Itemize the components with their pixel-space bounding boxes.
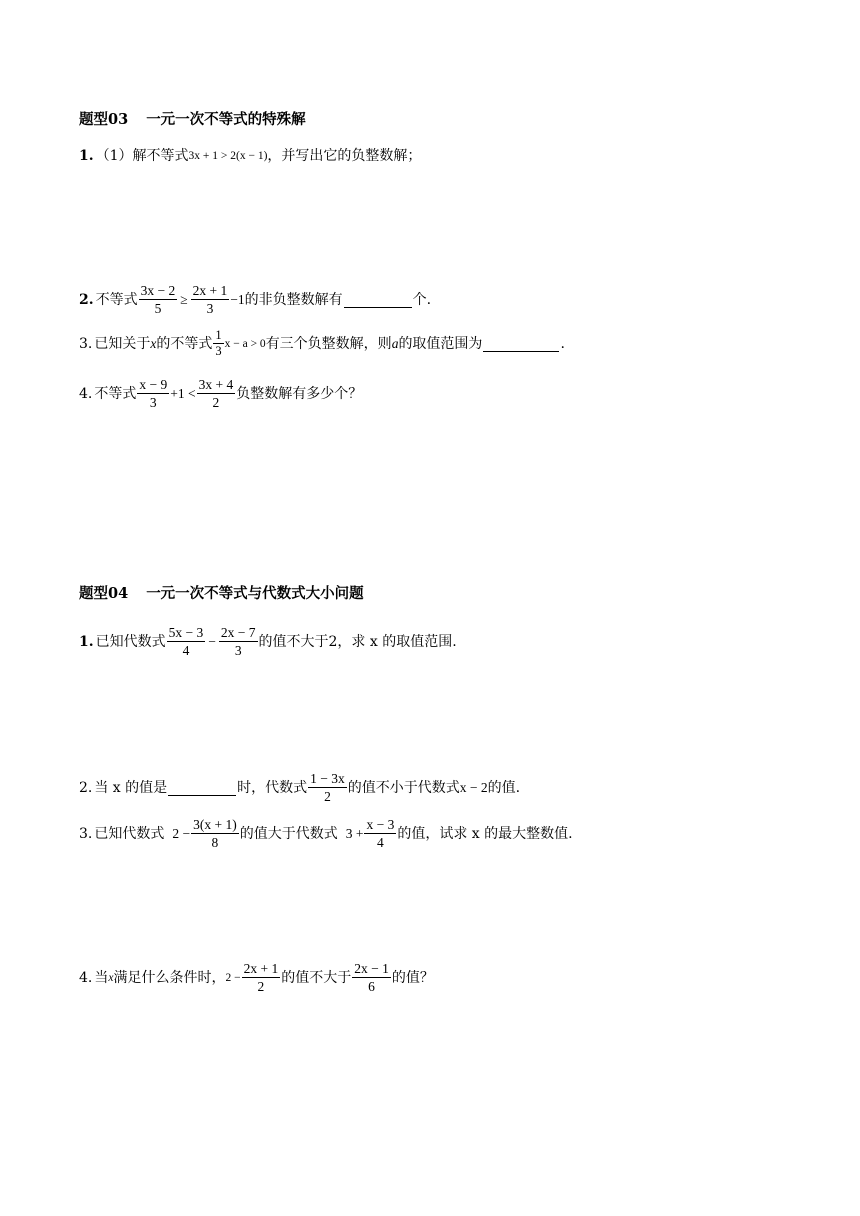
question-text: 的值. <box>487 779 521 796</box>
question-number: 4. <box>79 969 93 986</box>
math-variable: x <box>108 971 114 984</box>
question-text: 不等式 <box>95 291 138 308</box>
question-text: 当 x 的值是 <box>94 779 168 796</box>
question-text: 已知关于 <box>94 335 151 352</box>
question-text: 有三个负整数解，则 <box>265 335 392 352</box>
question-text: . <box>560 335 565 352</box>
math-expression: 3 + <box>345 825 364 841</box>
question-1-4 <box>79 376 820 411</box>
question-text: 个. <box>412 291 432 308</box>
fraction: $\frac{1 - 3x}{2}$ <box>310 771 345 804</box>
fraction: $\frac{3x - 2}{5}$ <box>140 283 176 316</box>
question-text: 的取值范围为 <box>398 335 483 352</box>
fraction: $\frac{3x + 4}{2}$ <box>198 377 234 410</box>
question-number: 1. <box>79 148 94 164</box>
section-title-03 <box>79 110 820 130</box>
question-text: 已知代数式 <box>94 825 165 842</box>
question-number: 3. <box>79 335 93 352</box>
answer-blank[interactable] <box>168 780 236 796</box>
question-1-3 <box>79 328 820 359</box>
question-text: 的值不大于 <box>281 969 352 986</box>
question-text: 的不等式 <box>156 335 213 352</box>
question-text: （1）解不等式 <box>95 148 189 164</box>
math-variable: x <box>150 335 157 351</box>
math-expression: 3x + 1 > 2(x − 1) <box>188 150 268 162</box>
section-title-04 <box>79 584 820 604</box>
math-expression: 2 − <box>225 971 241 984</box>
question-text: 的值大于代数式 <box>239 825 338 842</box>
question-text: 的值，试求 x 的最大整数值. <box>397 825 573 842</box>
question-text: 已知代数式 <box>95 633 166 650</box>
section-heading: 一元一次不等式与代数式大小问题 <box>146 585 364 602</box>
fraction: $\frac{2x + 1}{2}$ <box>243 961 279 994</box>
section-number: 题型03 <box>79 111 129 128</box>
math-expression: x − 2 <box>459 779 488 795</box>
question-number: 4. <box>79 385 93 402</box>
question-2-2 <box>79 770 820 805</box>
question-number: 3. <box>79 825 93 842</box>
question-text: 满足什么条件时， <box>113 969 226 986</box>
fraction: $\frac{3(x + 1)}{8}$ <box>193 817 237 850</box>
question-text: 不等式 <box>94 385 137 402</box>
question-number: 2. <box>79 291 94 308</box>
math-variable: a <box>391 335 399 351</box>
question-text: 时，代数式 <box>237 779 308 796</box>
answer-blank[interactable] <box>483 336 559 352</box>
question-number: 2. <box>79 779 93 796</box>
question-1-2 <box>79 282 820 317</box>
math-expression: x − a > 0 <box>224 337 266 350</box>
question-text: 的值不大于2，求 x 的取值范围. <box>258 633 457 650</box>
answer-blank[interactable] <box>344 292 412 308</box>
math-expression: −1 <box>230 291 245 307</box>
section-number: 题型04 <box>79 585 129 602</box>
math-expression: 2 − <box>172 825 191 841</box>
question-text: 负整数解有多少个？ <box>236 385 363 402</box>
math-expression: +1 < <box>170 385 196 401</box>
question-2-1 <box>79 624 820 659</box>
fraction: $\frac{1}{3}$ <box>215 328 222 358</box>
fraction: $\frac{x - 3}{4}$ <box>366 817 395 850</box>
question-text: 当 <box>94 969 109 986</box>
question-text: 的值？ <box>391 969 434 986</box>
question-text: ，并写出它的负整数解； <box>267 148 422 164</box>
question-number: 1. <box>79 633 94 650</box>
question-text: 的值不小于代数式 <box>347 779 460 796</box>
question-2-4 <box>79 960 820 995</box>
fraction: $\frac{5x - 3}{4}$ <box>168 625 204 658</box>
math-operator: − <box>208 633 216 649</box>
question-2-3 <box>79 816 820 851</box>
fraction: $\frac{2x - 1}{6}$ <box>354 961 389 994</box>
question-text: 的非负整数解有 <box>244 291 343 308</box>
fraction: $\frac{2x + 1}{3}$ <box>192 283 228 316</box>
section-heading: 一元一次不等式的特殊解 <box>146 111 306 128</box>
fraction: $\frac{x - 9}{3}$ <box>139 377 168 410</box>
fraction: $\frac{2x - 7}{3}$ <box>220 625 256 658</box>
math-operator: ≥ <box>180 291 188 307</box>
question-1-1 <box>79 146 820 166</box>
